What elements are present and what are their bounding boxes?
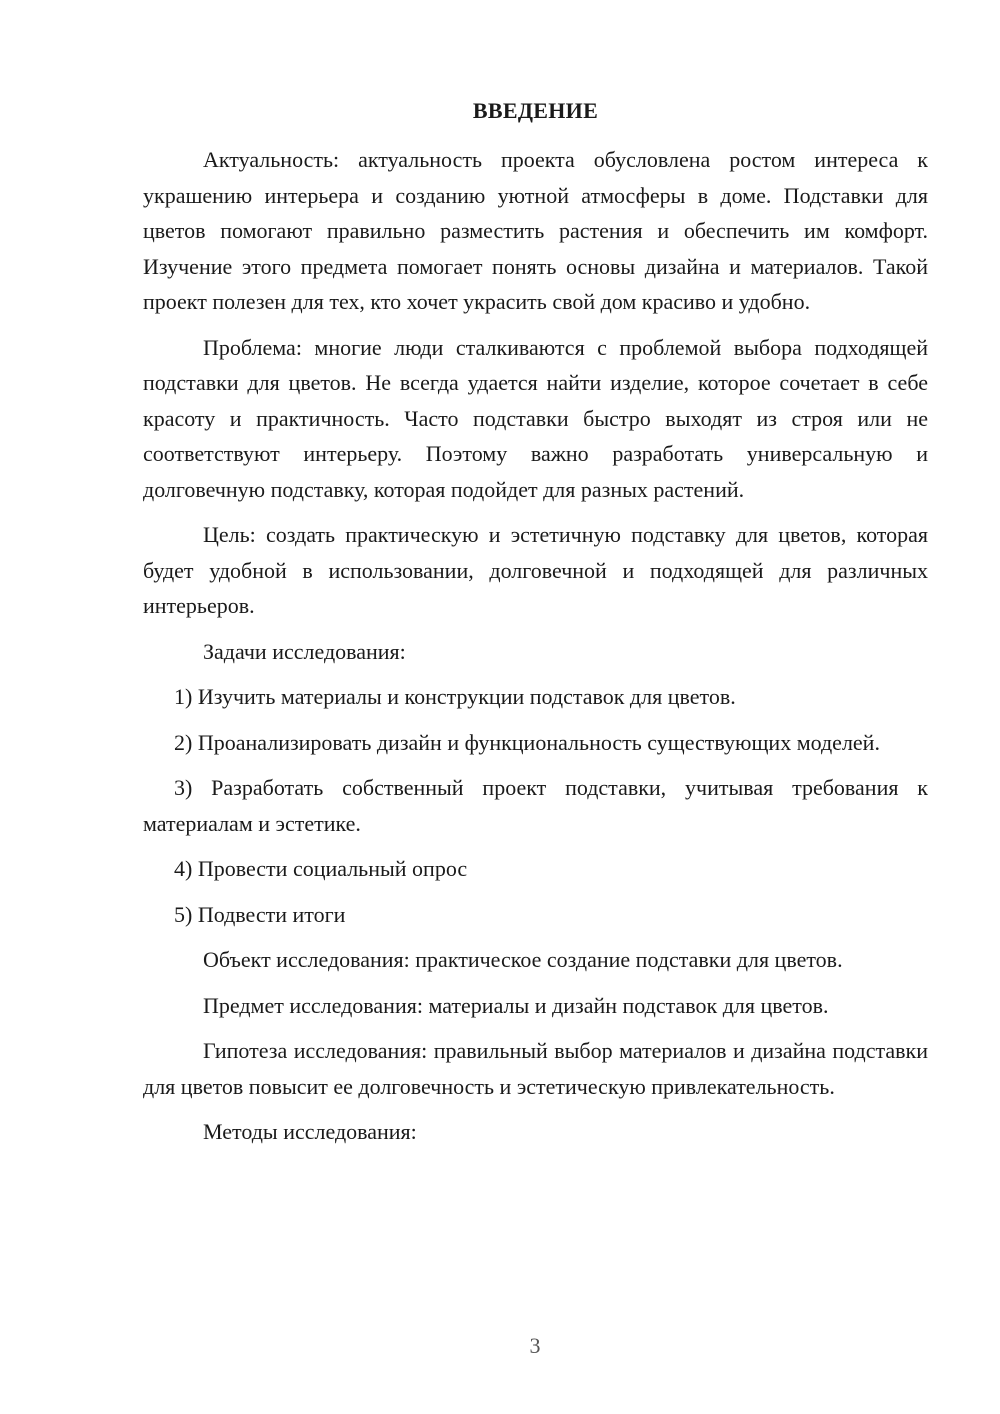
tasks-heading: Задачи исследования: <box>203 638 406 664</box>
goal-paragraph: Цель: создать практическую и эстетичную подставку для цветов, которая будет удобной в использовании, долговечной и подходящей для различных интерьеров. <box>143 522 928 618</box>
object-paragraph: Объект исследования: практическое создание подставки для цветов. <box>203 947 843 972</box>
document-page <box>143 96 928 1160</box>
task-item-5: 5) Подвести итоги <box>174 901 346 927</box>
task-item-4: 4) Провести социальный опрос <box>174 856 468 881</box>
relevance-paragraph: Актуальность: актуальность проекта обусловлена ростом интереса к украшению интерьера и созданию уютной атмосферы в доме. Подставки для цветов помогают правильно разместить растения и обеспечить им комфорт. Изучение этого предмета помогает понять основы дизайна и материалов. Такой проект полезен для тех, кто хочет украсить свой дом красиво и удобно. <box>143 147 928 314</box>
problem-paragraph: Проблема: многие люди сталкиваются с проблемой выбора подходящей подставки для цветов. Не всегда удается найти изделие, которое сочетает в себе красоту и практичность. Часто подставки быстро выходят из строя или не соответствуют интерьеру. Поэтому важно разработать универсальную и долговечную подставку, которая подойдет для разных растений. <box>143 334 928 502</box>
page-number: 3 <box>529 1333 541 1358</box>
methods-heading: Методы исследования: <box>203 1119 417 1144</box>
hypothesis-paragraph: Гипотеза исследования: правильный выбор материалов и дизайна подставки для цветов повысит ее долговечность и эстетическую привлекательность. <box>143 1038 928 1099</box>
page-title: ВВЕДЕНИЕ <box>472 98 599 123</box>
subject-paragraph: Предмет исследования: материалы и дизайн подставок для цветов. <box>203 992 829 1018</box>
task-item-2: 2) Проанализировать дизайн и функциональность существующих моделей. <box>174 729 880 755</box>
task-item-3: 3) Разработать собственный проект подставки, учитывая требования к материалам и эстетике. <box>143 775 928 836</box>
task-item-1: 1) Изучить материалы и конструкции подставок для цветов. <box>174 684 736 709</box>
